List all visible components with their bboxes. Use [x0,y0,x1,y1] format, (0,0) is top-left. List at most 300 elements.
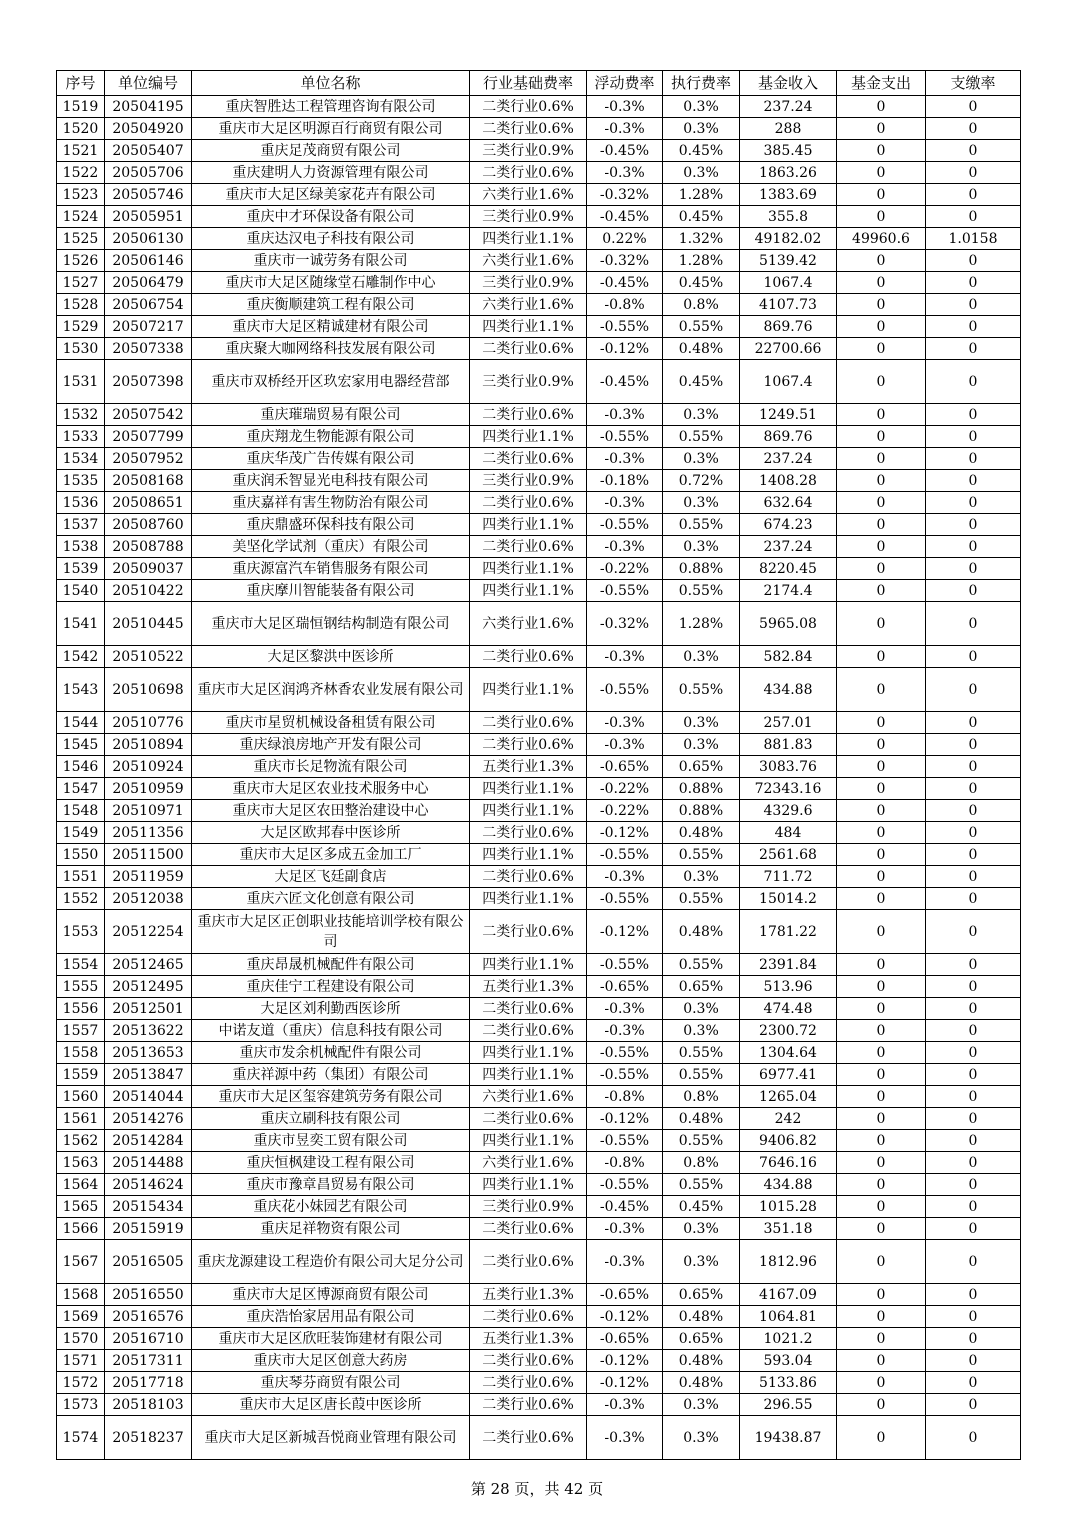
cell-fund-income: 869.76 [740,316,837,338]
cell-payout-ratio: 0 [926,1152,1021,1174]
cell-fund-expense: 0 [837,668,926,712]
cell-seq: 1553 [57,910,105,954]
cell-unit-code: 20513622 [105,1020,192,1042]
cell-unit-code: 20514488 [105,1152,192,1174]
cell-exec-rate: 0.3% [663,162,740,184]
table-row [57,888,1021,910]
cell-base-rate: 二类行业0.6% [470,536,587,558]
table-row [57,272,1021,294]
header-unit-code: 单位编号 [105,71,192,96]
cell-fund-income: 1021.2 [740,1328,837,1350]
cell-seq: 1527 [57,272,105,294]
cell-payout-ratio: 0 [926,1284,1021,1306]
cell-float-rate: -0.3% [587,1416,663,1460]
cell-payout-ratio: 0 [926,1196,1021,1218]
cell-payout-ratio: 0 [926,558,1021,580]
cell-unit-code: 20514044 [105,1086,192,1108]
cell-base-rate: 五类行业1.3% [470,756,587,778]
cell-unit-name: 重庆衡顺建筑工程有限公司 [192,294,470,316]
table-row [57,580,1021,602]
cell-payout-ratio: 0 [926,1372,1021,1394]
table-row [57,778,1021,800]
cell-float-rate: -0.32% [587,184,663,206]
cell-unit-code: 20512501 [105,998,192,1020]
cell-unit-name: 重庆市大足区博源商贸有限公司 [192,1284,470,1306]
cell-payout-ratio: 0 [926,756,1021,778]
cell-fund-income: 711.72 [740,866,837,888]
header-seq: 序号 [57,71,105,96]
cell-base-rate: 二类行业0.6% [470,492,587,514]
cell-fund-income: 2300.72 [740,1020,837,1042]
cell-unit-name: 重庆绿浪房地产开发有限公司 [192,734,470,756]
table-row [57,646,1021,668]
cell-fund-expense: 0 [837,118,926,140]
cell-float-rate: -0.45% [587,360,663,404]
cell-seq: 1525 [57,228,105,250]
cell-payout-ratio: 0 [926,1350,1021,1372]
cell-seq: 1542 [57,646,105,668]
cell-unit-code: 20508651 [105,492,192,514]
cell-seq: 1562 [57,1130,105,1152]
cell-seq: 1543 [57,668,105,712]
cell-base-rate: 六类行业1.6% [470,294,587,316]
cell-unit-code: 20505746 [105,184,192,206]
cell-unit-code: 20511500 [105,844,192,866]
cell-payout-ratio: 0 [926,998,1021,1020]
cell-exec-rate: 0.8% [663,294,740,316]
cell-fund-income: 513.96 [740,976,837,998]
cell-unit-code: 20507799 [105,426,192,448]
cell-fund-expense: 0 [837,866,926,888]
cell-unit-code: 20505706 [105,162,192,184]
cell-unit-name: 重庆润禾智显光电科技有限公司 [192,470,470,492]
cell-seq: 1522 [57,162,105,184]
cell-base-rate: 五类行业1.3% [470,976,587,998]
cell-float-rate: -0.65% [587,976,663,998]
cell-float-rate: -0.3% [587,448,663,470]
cell-exec-rate: 0.55% [663,514,740,536]
cell-fund-expense: 0 [837,602,926,646]
table-row [57,492,1021,514]
cell-unit-name: 重庆昂晟机械配件有限公司 [192,954,470,976]
cell-payout-ratio: 0 [926,426,1021,448]
cell-seq: 1532 [57,404,105,426]
cell-exec-rate: 0.45% [663,1196,740,1218]
cell-exec-rate: 0.48% [663,1306,740,1328]
cell-unit-code: 20507952 [105,448,192,470]
cell-unit-name: 重庆市大足区随缘堂石雕制作中心 [192,272,470,294]
cell-seq: 1555 [57,976,105,998]
cell-exec-rate: 0.3% [663,492,740,514]
table-row [57,1196,1021,1218]
cell-payout-ratio: 0 [926,778,1021,800]
table-row [57,96,1021,118]
cell-unit-code: 20511356 [105,822,192,844]
cell-seq: 1544 [57,712,105,734]
table-row [57,1042,1021,1064]
cell-payout-ratio: 0 [926,866,1021,888]
cell-payout-ratio: 0 [926,1328,1021,1350]
cell-unit-code: 20505951 [105,206,192,228]
cell-float-rate: -0.55% [587,1174,663,1196]
cell-unit-name: 重庆市大足区精诚建材有限公司 [192,316,470,338]
cell-payout-ratio: 0 [926,1218,1021,1240]
cell-fund-income: 2561.68 [740,844,837,866]
cell-fund-income: 434.88 [740,1174,837,1196]
table-row [57,756,1021,778]
cell-exec-rate: 0.3% [663,734,740,756]
cell-payout-ratio: 0 [926,734,1021,756]
cell-base-rate: 四类行业1.1% [470,778,587,800]
cell-unit-name: 中诺友道（重庆）信息科技有限公司 [192,1020,470,1042]
header-fund-income: 基金收入 [740,71,837,96]
cell-base-rate: 六类行业1.6% [470,184,587,206]
cell-fund-expense: 0 [837,1042,926,1064]
header-payout-ratio: 支缴率 [926,71,1021,96]
cell-seq: 1566 [57,1218,105,1240]
cell-float-rate: -0.8% [587,294,663,316]
cell-unit-name: 重庆市大足区明源百行商贸有限公司 [192,118,470,140]
cell-exec-rate: 0.65% [663,1284,740,1306]
table-row [57,360,1021,404]
cell-float-rate: -0.65% [587,1328,663,1350]
table-row [57,558,1021,580]
cell-unit-code: 20512038 [105,888,192,910]
cell-seq: 1556 [57,998,105,1020]
cell-exec-rate: 0.55% [663,844,740,866]
cell-fund-expense: 0 [837,580,926,602]
cell-seq: 1552 [57,888,105,910]
cell-float-rate: -0.12% [587,1350,663,1372]
cell-float-rate: -0.12% [587,910,663,954]
cell-exec-rate: 0.3% [663,448,740,470]
cell-base-rate: 四类行业1.1% [470,1174,587,1196]
cell-fund-expense: 0 [837,954,926,976]
cell-payout-ratio: 0 [926,1020,1021,1042]
fund-table [56,70,1021,1460]
table-row [57,250,1021,272]
cell-exec-rate: 0.55% [663,426,740,448]
table-row [57,1416,1021,1460]
cell-base-rate: 四类行业1.1% [470,888,587,910]
cell-payout-ratio: 0 [926,338,1021,360]
cell-payout-ratio: 1.0158 [926,228,1021,250]
cell-fund-expense: 0 [837,272,926,294]
cell-float-rate: -0.3% [587,734,663,756]
cell-payout-ratio: 0 [926,580,1021,602]
cell-fund-expense: 0 [837,1350,926,1372]
cell-unit-code: 20510959 [105,778,192,800]
cell-unit-name: 重庆市昱奕工贸有限公司 [192,1130,470,1152]
cell-fund-income: 1812.96 [740,1240,837,1284]
cell-payout-ratio: 0 [926,1416,1021,1460]
cell-float-rate: -0.3% [587,646,663,668]
cell-payout-ratio: 0 [926,976,1021,998]
cell-fund-income: 1383.69 [740,184,837,206]
table-row [57,1152,1021,1174]
cell-unit-name: 重庆市大足区瑞恒钢结构制造有限公司 [192,602,470,646]
cell-unit-name: 重庆源富汽车销售服务有限公司 [192,558,470,580]
table-row [57,1130,1021,1152]
cell-fund-expense: 0 [837,1218,926,1240]
cell-unit-name: 重庆市长足物流有限公司 [192,756,470,778]
cell-float-rate: -0.55% [587,1064,663,1086]
cell-exec-rate: 1.32% [663,228,740,250]
cell-exec-rate: 0.8% [663,1152,740,1174]
cell-payout-ratio: 0 [926,96,1021,118]
cell-fund-expense: 0 [837,1240,926,1284]
cell-fund-income: 237.24 [740,448,837,470]
cell-float-rate: -0.18% [587,470,663,492]
cell-unit-code: 20511959 [105,866,192,888]
cell-fund-income: 355.8 [740,206,837,228]
cell-float-rate: -0.65% [587,1284,663,1306]
cell-fund-expense: 0 [837,96,926,118]
cell-seq: 1519 [57,96,105,118]
cell-fund-expense: 0 [837,448,926,470]
cell-payout-ratio: 0 [926,118,1021,140]
cell-float-rate: -0.55% [587,954,663,976]
cell-fund-expense: 0 [837,1130,926,1152]
table-row [57,1328,1021,1350]
cell-unit-code: 20508788 [105,536,192,558]
cell-seq: 1568 [57,1284,105,1306]
cell-fund-expense: 0 [837,536,926,558]
cell-exec-rate: 0.3% [663,118,740,140]
cell-fund-expense: 0 [837,998,926,1020]
cell-unit-code: 20518237 [105,1416,192,1460]
cell-float-rate: -0.22% [587,800,663,822]
cell-unit-name: 重庆翔龙生物能源有限公司 [192,426,470,448]
cell-payout-ratio: 0 [926,822,1021,844]
cell-unit-code: 20512254 [105,910,192,954]
cell-fund-expense: 0 [837,1064,926,1086]
cell-exec-rate: 0.3% [663,1394,740,1416]
cell-exec-rate: 0.48% [663,822,740,844]
cell-fund-income: 237.24 [740,536,837,558]
cell-payout-ratio: 0 [926,316,1021,338]
cell-seq: 1536 [57,492,105,514]
cell-fund-income: 288 [740,118,837,140]
cell-base-rate: 二类行业0.6% [470,712,587,734]
cell-fund-income: 593.04 [740,1350,837,1372]
table-row [57,712,1021,734]
cell-exec-rate: 0.3% [663,1218,740,1240]
cell-fund-income: 1408.28 [740,470,837,492]
cell-fund-income: 385.45 [740,140,837,162]
cell-unit-name: 重庆市发余机械配件有限公司 [192,1042,470,1064]
cell-fund-income: 2174.4 [740,580,837,602]
cell-exec-rate: 0.3% [663,1020,740,1042]
table-header-row [57,71,1021,96]
cell-base-rate: 四类行业1.1% [470,426,587,448]
cell-float-rate: -0.3% [587,96,663,118]
cell-unit-code: 20510971 [105,800,192,822]
cell-base-rate: 二类行业0.6% [470,866,587,888]
cell-exec-rate: 0.45% [663,206,740,228]
table-row [57,800,1021,822]
cell-seq: 1533 [57,426,105,448]
cell-seq: 1521 [57,140,105,162]
table-row [57,536,1021,558]
cell-seq: 1547 [57,778,105,800]
cell-fund-income: 15014.2 [740,888,837,910]
cell-fund-expense: 0 [837,800,926,822]
cell-exec-rate: 0.55% [663,316,740,338]
table-row [57,1064,1021,1086]
cell-seq: 1570 [57,1328,105,1350]
cell-unit-name: 重庆市大足区唐长葭中医诊所 [192,1394,470,1416]
cell-unit-code: 20507338 [105,338,192,360]
table-row [57,1284,1021,1306]
cell-base-rate: 四类行业1.1% [470,580,587,602]
table-row [57,338,1021,360]
cell-seq: 1557 [57,1020,105,1042]
cell-base-rate: 二类行业0.6% [470,448,587,470]
table-row [57,910,1021,954]
cell-unit-code: 20517311 [105,1350,192,1372]
cell-float-rate: -0.55% [587,1130,663,1152]
cell-unit-code: 20516710 [105,1328,192,1350]
cell-base-rate: 二类行业0.6% [470,998,587,1020]
cell-exec-rate: 0.88% [663,800,740,822]
table-row [57,822,1021,844]
cell-fund-expense: 0 [837,426,926,448]
cell-payout-ratio: 0 [926,646,1021,668]
table-row [57,1020,1021,1042]
cell-exec-rate: 0.8% [663,1086,740,1108]
cell-exec-rate: 0.45% [663,272,740,294]
cell-float-rate: -0.12% [587,1108,663,1130]
cell-unit-name: 重庆立刷科技有限公司 [192,1108,470,1130]
table-row [57,1350,1021,1372]
cell-fund-expense: 0 [837,250,926,272]
cell-base-rate: 二类行业0.6% [470,822,587,844]
cell-payout-ratio: 0 [926,1086,1021,1108]
cell-base-rate: 四类行业1.1% [470,800,587,822]
cell-base-rate: 二类行业0.6% [470,1020,587,1042]
cell-payout-ratio: 0 [926,888,1021,910]
cell-float-rate: -0.55% [587,668,663,712]
cell-fund-expense: 0 [837,404,926,426]
cell-base-rate: 四类行业1.1% [470,954,587,976]
cell-base-rate: 二类行业0.6% [470,1394,587,1416]
cell-fund-expense: 0 [837,492,926,514]
cell-seq: 1550 [57,844,105,866]
table-row [57,602,1021,646]
table-row [57,514,1021,536]
cell-exec-rate: 0.72% [663,470,740,492]
cell-payout-ratio: 0 [926,668,1021,712]
cell-fund-expense: 0 [837,844,926,866]
cell-base-rate: 三类行业0.9% [470,470,587,492]
cell-seq: 1560 [57,1086,105,1108]
cell-fund-expense: 0 [837,206,926,228]
table-row [57,404,1021,426]
cell-fund-expense: 0 [837,1372,926,1394]
cell-base-rate: 四类行业1.1% [470,668,587,712]
cell-fund-income: 1304.64 [740,1042,837,1064]
cell-float-rate: -0.22% [587,558,663,580]
cell-base-rate: 二类行业0.6% [470,734,587,756]
cell-seq: 1571 [57,1350,105,1372]
cell-float-rate: -0.55% [587,316,663,338]
cell-payout-ratio: 0 [926,1064,1021,1086]
cell-fund-income: 9406.82 [740,1130,837,1152]
cell-fund-income: 5133.86 [740,1372,837,1394]
cell-payout-ratio: 0 [926,910,1021,954]
cell-payout-ratio: 0 [926,514,1021,536]
cell-payout-ratio: 0 [926,800,1021,822]
cell-exec-rate: 1.28% [663,602,740,646]
cell-unit-name: 重庆市大足区欣旺装饰建材有限公司 [192,1328,470,1350]
cell-unit-code: 20510522 [105,646,192,668]
cell-unit-name: 重庆市大足区创意大药房 [192,1350,470,1372]
cell-unit-name: 重庆市大足区玺容建筑劳务有限公司 [192,1086,470,1108]
cell-payout-ratio: 0 [926,712,1021,734]
cell-base-rate: 二类行业0.6% [470,1218,587,1240]
cell-seq: 1526 [57,250,105,272]
cell-seq: 1528 [57,294,105,316]
table-row [57,976,1021,998]
cell-fund-expense: 0 [837,1394,926,1416]
cell-unit-code: 20517718 [105,1372,192,1394]
cell-base-rate: 二类行业0.6% [470,1240,587,1284]
cell-exec-rate: 0.55% [663,580,740,602]
cell-float-rate: -0.55% [587,426,663,448]
cell-seq: 1554 [57,954,105,976]
cell-exec-rate: 0.48% [663,1350,740,1372]
table-row [57,1108,1021,1130]
cell-payout-ratio: 0 [926,954,1021,976]
cell-float-rate: -0.45% [587,206,663,228]
cell-payout-ratio: 0 [926,360,1021,404]
cell-base-rate: 四类行业1.1% [470,844,587,866]
cell-base-rate: 四类行业1.1% [470,514,587,536]
cell-seq: 1572 [57,1372,105,1394]
cell-exec-rate: 0.65% [663,976,740,998]
cell-payout-ratio: 0 [926,470,1021,492]
cell-unit-name: 重庆璀瑞贸易有限公司 [192,404,470,426]
table-row [57,426,1021,448]
cell-unit-code: 20504920 [105,118,192,140]
cell-seq: 1534 [57,448,105,470]
cell-base-rate: 三类行业0.9% [470,140,587,162]
cell-fund-expense: 0 [837,1020,926,1042]
cell-fund-expense: 0 [837,1108,926,1130]
cell-fund-expense: 0 [837,338,926,360]
cell-base-rate: 二类行业0.6% [470,1108,587,1130]
cell-unit-name: 重庆花小妹园艺有限公司 [192,1196,470,1218]
cell-seq: 1529 [57,316,105,338]
cell-base-rate: 二类行业0.6% [470,1416,587,1460]
cell-fund-income: 632.64 [740,492,837,514]
cell-fund-expense: 0 [837,140,926,162]
cell-unit-code: 20504195 [105,96,192,118]
cell-base-rate: 三类行业0.9% [470,1196,587,1218]
cell-fund-expense: 0 [837,712,926,734]
cell-fund-income: 5139.42 [740,250,837,272]
table-row [57,228,1021,250]
cell-base-rate: 二类行业0.6% [470,162,587,184]
cell-exec-rate: 0.3% [663,998,740,1020]
cell-unit-name: 重庆市一诚劳务有限公司 [192,250,470,272]
table-row [57,866,1021,888]
table-row [57,998,1021,1020]
cell-unit-name: 重庆市大足区正创职业技能培训学校有限公司 [192,910,470,954]
cell-exec-rate: 0.55% [663,1042,740,1064]
cell-exec-rate: 0.48% [663,1372,740,1394]
